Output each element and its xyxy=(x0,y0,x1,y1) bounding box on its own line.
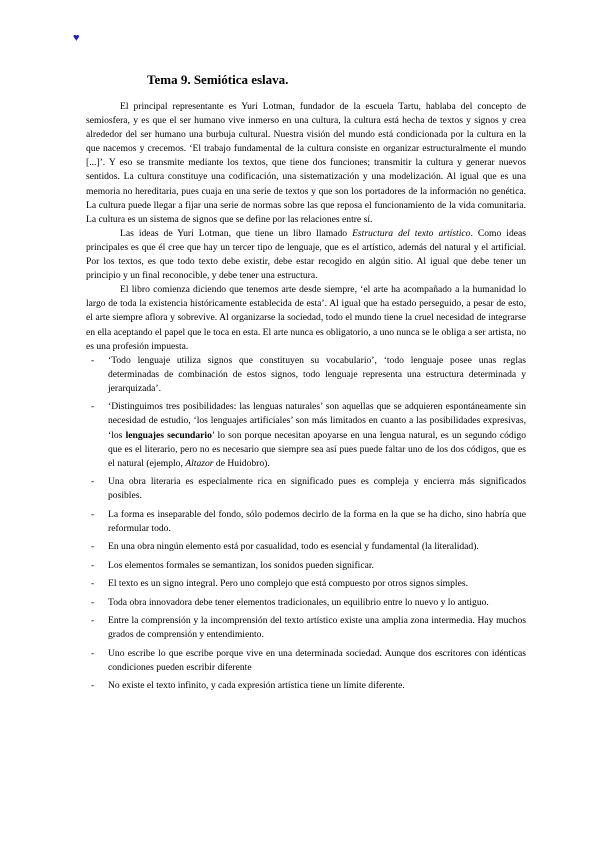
list-item: - No existe el texto infinito, y cada expresión artística tiene un límite diferente. xyxy=(86,679,526,693)
list-item: - Entre la comprensión y la incomprensión del texto artístico existe una amplia zona intermedia. Hay muchos grados de comprensión y entendimiento. xyxy=(86,614,526,642)
list-item-text: ’ lo son porque necesitan apoyarse en una lengua natural, es un segundo código que es el literario, pero no es necesario que siempre sea así pues puede faltar uno de los dos códigos, que es el natural (ejemplo, xyxy=(108,429,526,469)
paragraph-semiosfera: El principal representante es Yuri Lotman, fundador de la escuela Tartu, hablaba del concepto de semiosfera, y es que el ser humano vive inmerso en una cultura, la cultura está hecha de textos y signos y crea alrededor del ser humano una burbuja cultural. Nuestra visión del mundo está condicionada por la cultura en la que nacemos y crecemos. ‘El trabajo fundamental de la cultura consiste en organizar estructuralmente el mundo [...]’. Y eso se transmite mediante los textos, que tiene dos funciones; transmitir la cultura y generar nuevos sentidos. La cultura constituye una codificación, una sistematización y una modelización. Al igual que es una memoria no hereditaria, pues cuaja en una serie de textos y que son los portadores de la información no genética. La cultura puede llegar a fijar una serie de normas sobre las que reposa el funcionamiento de la vida comunitaria. La cultura es un sistema de signos que se define por las relaciones entre sí. xyxy=(86,101,526,225)
list-item: - Los elementos formales se semantizan, los sonidos pueden significar. xyxy=(86,559,526,573)
list-item: - ‘Todo lenguaje utiliza signos que constituyen su vocabulario’, ‘todo lenguaje posee unas reglas determinadas de combinación de estos signos, todo lenguaje representa una estructura determinada y jerarquizada’. xyxy=(86,354,526,396)
paragraph-arte: El libro comienza diciendo que tenemos arte desde siempre, ‘el arte ha acompañado a la humanidad lo largo de toda la existencia históricamente establecida de esta’. Al igual que ha estado perseguido, a pesar de esto, el arte siempre aflora y sobrevive. Al organizarse la sociedad, todo el mundo tiene la cruel necesidad de integrarse en ella aceptando el papel que le toca en esta. El arte nunca es obligatorio, a uno nunca se le obliga a ser artista, no es una profesión impuesta. xyxy=(86,284,526,352)
list-item: - Una obra literaria es especialmente rica en significado pues es compleja y encierra más significados posibles. xyxy=(86,475,526,503)
list-item: - La forma es inseparable del fondo, sólo podemos decirlo de la forma en la que se ha dicho, sino habría que reformular todo. xyxy=(86,508,526,536)
heart-bullet-icon: ♥ xyxy=(73,32,80,44)
list-item: - El texto es un signo integral. Pero uno complejo que está compuesto por otros signos simples. xyxy=(86,577,526,591)
list-item: - Uno escribe lo que escribe porque vive en una determinada sociedad. Aunque dos escritores con idénticas condiciones pueden escribir diferente xyxy=(86,647,526,675)
paragraph-lotman-book xyxy=(86,227,526,283)
page-title: Tema 9. Semiótica eslava. xyxy=(147,72,289,87)
list-item: - Toda obra innovadora debe tener elementos tradicionales, un equilibrio entre lo nuevo y lo antiguo. xyxy=(86,596,526,610)
paragraph-text: Las ideas de Yuri Lotman, que tiene un libro llamado xyxy=(120,227,353,239)
bullet-list xyxy=(86,354,526,694)
document-body xyxy=(86,100,526,698)
paragraph-text: . Como ideas principales es que él cree que hay un tercer tipo de lenguaje, que es el artístico, además del natural y el artificial. Por los textos, es que todo texto debe existir, debe estar recogido en algún sitio. Al igual que debe tener un principio y un final reconocible, y debe tener una estructura. xyxy=(86,227,526,282)
list-item xyxy=(86,400,526,470)
list-item-text: ‘Distinguimos tres posibilidades: las lenguas naturales’ son aquellas que se adquieren espontáneamente sin necesidad de estudio, ‘los lenguajes artificiales’ son más limitados en cuanto a las posibilidades expresivas, ‘los xyxy=(108,401,526,441)
book-title: Estructura del texto artístico xyxy=(352,227,471,239)
list-item-text: de Huidobro). xyxy=(213,457,270,469)
italic-title: Altazor xyxy=(185,457,214,469)
list-item: - En una obra ningún elemento está por casualidad, todo es esencial y fundamental (la literalidad). xyxy=(86,540,526,554)
bold-term: lenguajes secundario xyxy=(125,429,212,441)
